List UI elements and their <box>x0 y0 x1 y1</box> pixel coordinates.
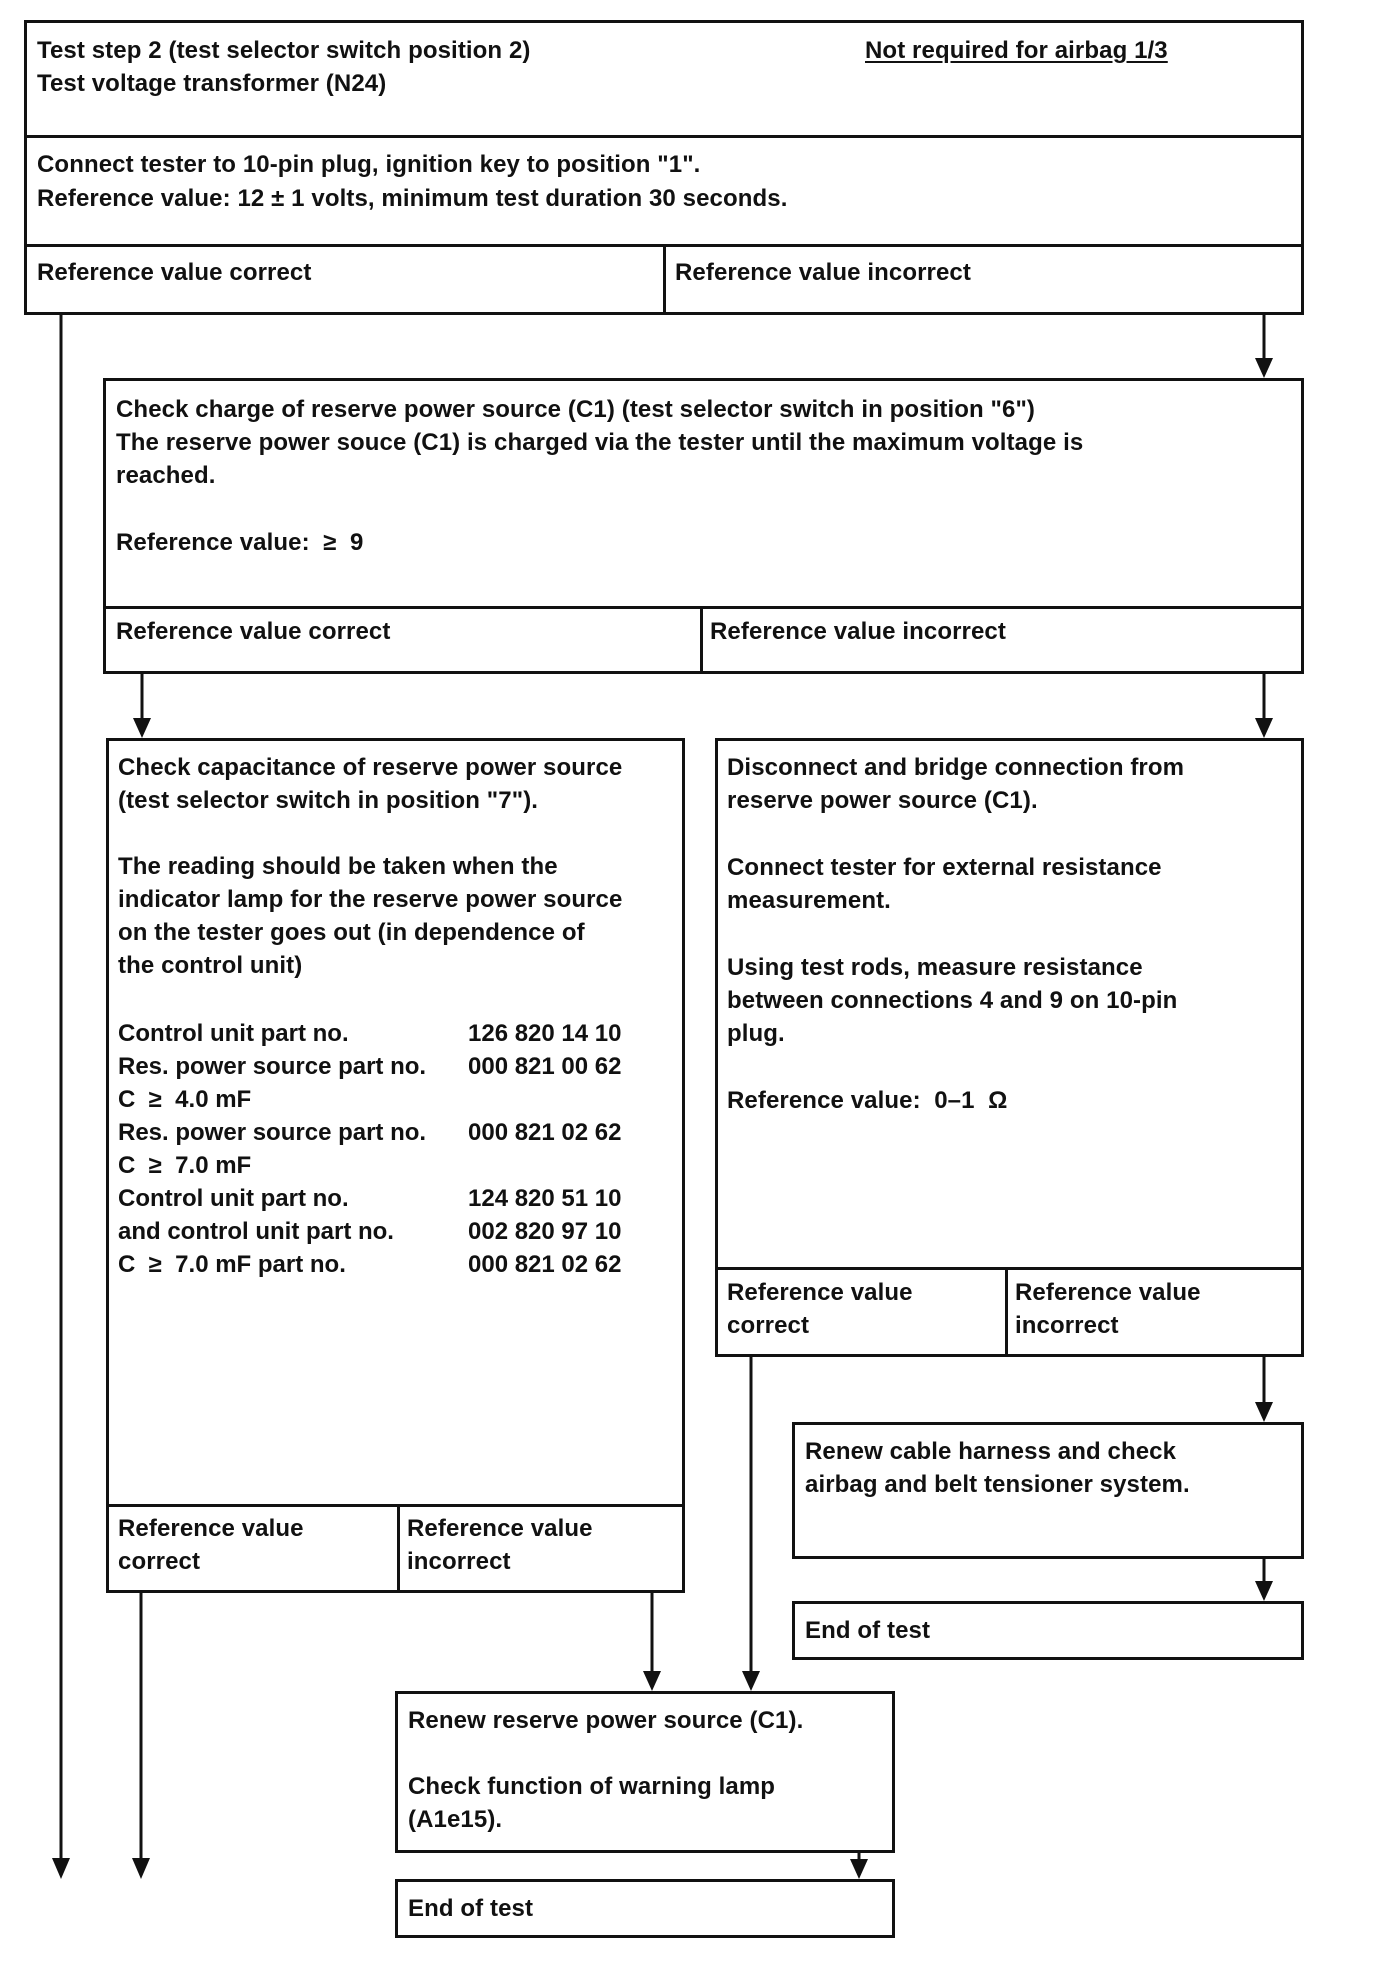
part-number-labels: Control unit part no. Res. power source part no. C ≥ 4.0 mF Res. power source part no. C ≥ 7.0 mF Control unit part no. and control unit part no. C ≥ 7.0 mF part no. <box>118 1020 427 1278</box>
arrowhead <box>742 1671 760 1691</box>
capacitance-ref-correct: Reference value correct <box>118 1515 304 1575</box>
capacitance-intro: Check capacitance of reserve power source (test selector switch in position "7"). <box>118 754 623 814</box>
arrowhead <box>1255 358 1273 378</box>
part-number-values: 126 820 14 10 000 821 00 62 000 821 02 62 124 820 51 10 002 820 97 10 000 821 02 62 <box>468 1020 622 1278</box>
resistance-ref-correct: Reference value correct <box>727 1279 913 1339</box>
measure-resistance-text: Using test rods, measure resistance between connections 4 and 9 on 10-pin plug. <box>727 954 1178 1047</box>
check-charge-reference: Reference value: ≥ 9 <box>116 529 364 556</box>
charge-ref-correct: Reference value correct <box>116 618 391 645</box>
disconnect-text: Disconnect and bridge connection from reserve power source (C1). <box>727 754 1185 814</box>
renew-cable-text: Renew cable harness and check airbag and belt tensioner system. <box>805 1438 1190 1498</box>
step-title: Test step 2 (test selector switch position 2) <box>37 37 531 64</box>
connect-line-1: Connect tester to 10-pin plug, ignition key to position "1". <box>37 151 701 178</box>
resistance-reference: Reference value: 0–1 Ω <box>727 1087 1008 1114</box>
arrowhead <box>133 718 151 738</box>
arrowhead <box>850 1859 868 1879</box>
step-ref-incorrect: Reference value incorrect <box>675 259 971 286</box>
arrowhead <box>1255 1402 1273 1422</box>
connect-external-text: Connect tester for external resistance measurement. <box>727 854 1162 914</box>
charge-ref-incorrect: Reference value incorrect <box>710 618 1006 645</box>
step-ref-correct: Reference value correct <box>37 259 312 286</box>
arrowhead <box>1255 1581 1273 1601</box>
arrowhead <box>643 1671 661 1691</box>
arrowhead <box>1255 718 1273 738</box>
renew-reserve-text: Renew reserve power source (C1). <box>408 1707 804 1734</box>
end-of-test-label: End of test <box>805 1617 931 1644</box>
resistance-ref-incorrect: Reference value incorrect <box>1015 1279 1201 1339</box>
end-of-test-label: End of test <box>408 1895 534 1922</box>
airbag-note: Not required for airbag 1/3 <box>865 37 1168 64</box>
arrowhead <box>52 1858 70 1879</box>
capacitance-ref-incorrect: Reference value incorrect <box>407 1515 593 1575</box>
step-subtitle: Test voltage transformer (N24) <box>37 70 387 97</box>
capacitance-reading-note: The reading should be taken when the indicator lamp for the reserve power source on the tester goes out (in dependence of the control unit) <box>118 853 623 979</box>
check-charge-text: Check charge of reserve power source (C1) (test selector switch in position "6") The reserve power souce (C1) is charged via the tester until the maximum voltage is reached. <box>116 396 1084 489</box>
arrowhead <box>132 1858 150 1879</box>
connect-line-2: Reference value: 12 ± 1 volts, minimum test duration 30 seconds. <box>37 185 788 212</box>
warning-lamp-text: Check function of warning lamp (A1e15). <box>408 1773 776 1833</box>
